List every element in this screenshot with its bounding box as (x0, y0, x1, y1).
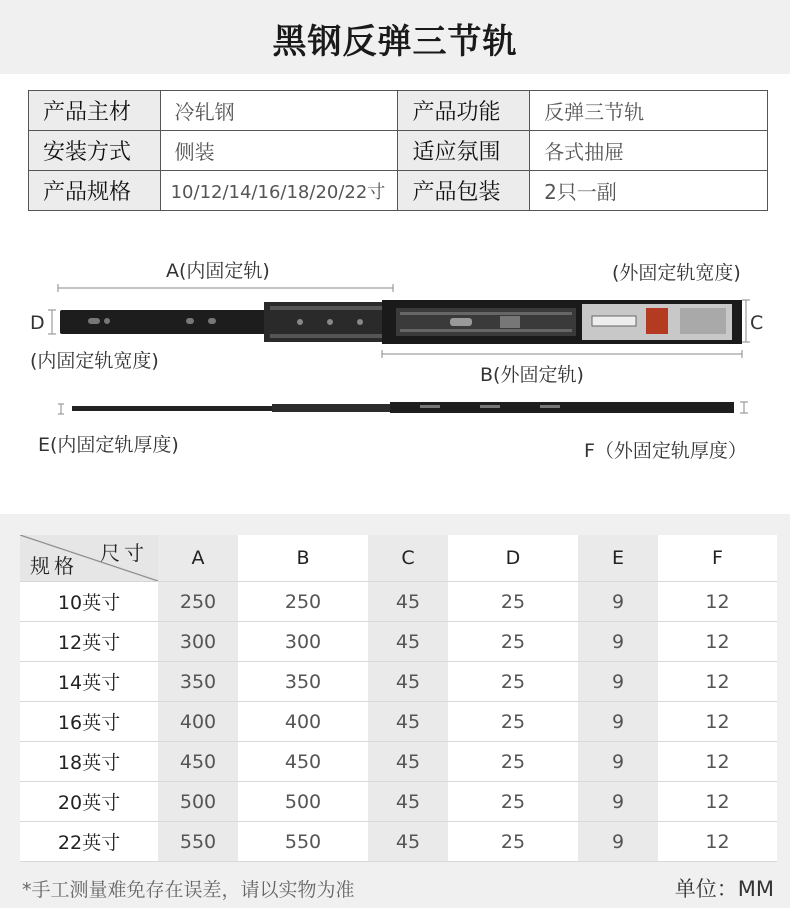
cell-f: 12 (658, 822, 777, 862)
corner-cell (20, 535, 158, 582)
row-label: 22英寸 (20, 822, 158, 862)
cell-b: 400 (238, 702, 368, 742)
column-header: B (238, 535, 368, 582)
table-row (20, 782, 777, 822)
cell-d: 25 (448, 702, 578, 742)
cell-d: 25 (448, 742, 578, 782)
cell-a: 450 (158, 742, 238, 782)
cell-e: 9 (578, 582, 658, 622)
label-inner-width: (内固定轨宽度) (30, 350, 159, 372)
spec-panel (0, 74, 790, 514)
cell-e: 9 (578, 702, 658, 742)
cell-c: 45 (368, 782, 448, 822)
cell-c: 45 (368, 702, 448, 742)
spec-value: 反弹三节轨 (530, 91, 768, 131)
footnote: *手工测量难免存在误差，请以实物为准 (22, 879, 355, 901)
size-table-header (20, 535, 777, 582)
spec-row (29, 91, 768, 131)
spec-value: 侧装 (160, 131, 398, 171)
spec-label: 产品规格 (29, 171, 161, 211)
label-outer-width: (外固定轨宽度) (612, 262, 741, 284)
cell-a: 400 (158, 702, 238, 742)
label-c: C (750, 312, 764, 334)
cell-e: 9 (578, 622, 658, 662)
cell-f: 12 (658, 742, 777, 782)
cell-a: 550 (158, 822, 238, 862)
table-row (20, 702, 777, 742)
label-f: F（外固定轨厚度） (584, 440, 747, 462)
column-header: A (158, 535, 238, 582)
spec-table (28, 90, 768, 211)
row-label: 14英寸 (20, 662, 158, 702)
page-title: 黑钢反弹三节轨 (272, 22, 518, 62)
cell-a: 300 (158, 622, 238, 662)
cell-a: 500 (158, 782, 238, 822)
cell-d: 25 (448, 582, 578, 622)
row-label: 12英寸 (20, 622, 158, 662)
cell-b: 350 (238, 662, 368, 702)
cell-f: 12 (658, 662, 777, 702)
cell-d: 25 (448, 782, 578, 822)
cell-e: 9 (578, 782, 658, 822)
spec-label: 产品功能 (398, 91, 530, 131)
table-row (20, 822, 777, 862)
cell-b: 500 (238, 782, 368, 822)
unit-label: 单位：MM (674, 877, 774, 901)
cell-f: 12 (658, 622, 777, 662)
column-header: C (368, 535, 448, 582)
spec-row (29, 131, 768, 171)
cell-e: 9 (578, 822, 658, 862)
cell-d: 25 (448, 822, 578, 862)
row-label: 18英寸 (20, 742, 158, 782)
spec-row (29, 171, 768, 211)
label-d: D (30, 312, 45, 334)
table-row (20, 742, 777, 782)
spec-value: 2只一副 (530, 171, 768, 211)
cell-e: 9 (578, 662, 658, 702)
cell-f: 12 (658, 702, 777, 742)
cell-c: 45 (368, 622, 448, 662)
size-table (20, 535, 777, 862)
row-label: 10英寸 (20, 582, 158, 622)
spec-label: 适应氛围 (398, 131, 530, 171)
cell-b: 300 (238, 622, 368, 662)
column-header: D (448, 535, 578, 582)
table-row (20, 582, 777, 622)
cell-a: 250 (158, 582, 238, 622)
column-header: E (578, 535, 658, 582)
cell-c: 45 (368, 582, 448, 622)
column-header: F (658, 535, 777, 582)
cell-f: 12 (658, 782, 777, 822)
corner-bottom-label: 规格 (30, 554, 78, 578)
cell-b: 550 (238, 822, 368, 862)
cell-e: 9 (578, 742, 658, 782)
corner-top-label: 尺寸 (100, 541, 148, 565)
cell-a: 350 (158, 662, 238, 702)
cell-c: 45 (368, 662, 448, 702)
spec-value: 各式抽屉 (530, 131, 768, 171)
cell-f: 12 (658, 582, 777, 622)
spec-label: 安装方式 (29, 131, 161, 171)
spec-label: 产品主材 (29, 91, 161, 131)
label-e: E(内固定轨厚度) (38, 434, 179, 456)
row-label: 20英寸 (20, 782, 158, 822)
spec-value: 冷轧钢 (160, 91, 398, 131)
row-label: 16英寸 (20, 702, 158, 742)
spec-label: 产品包装 (398, 171, 530, 211)
spec-value: 10/12/14/16/18/20/22寸 (160, 171, 398, 211)
rail-drawing (0, 242, 790, 512)
table-row (20, 622, 777, 662)
cell-b: 250 (238, 582, 368, 622)
label-a: A(内固定轨) (166, 260, 270, 282)
cell-d: 25 (448, 622, 578, 662)
cell-d: 25 (448, 662, 578, 702)
table-row (20, 662, 777, 702)
cell-c: 45 (368, 822, 448, 862)
cell-c: 45 (368, 742, 448, 782)
rail-diagram (0, 242, 790, 512)
label-b: B(外固定轨) (480, 364, 584, 386)
cell-b: 450 (238, 742, 368, 782)
